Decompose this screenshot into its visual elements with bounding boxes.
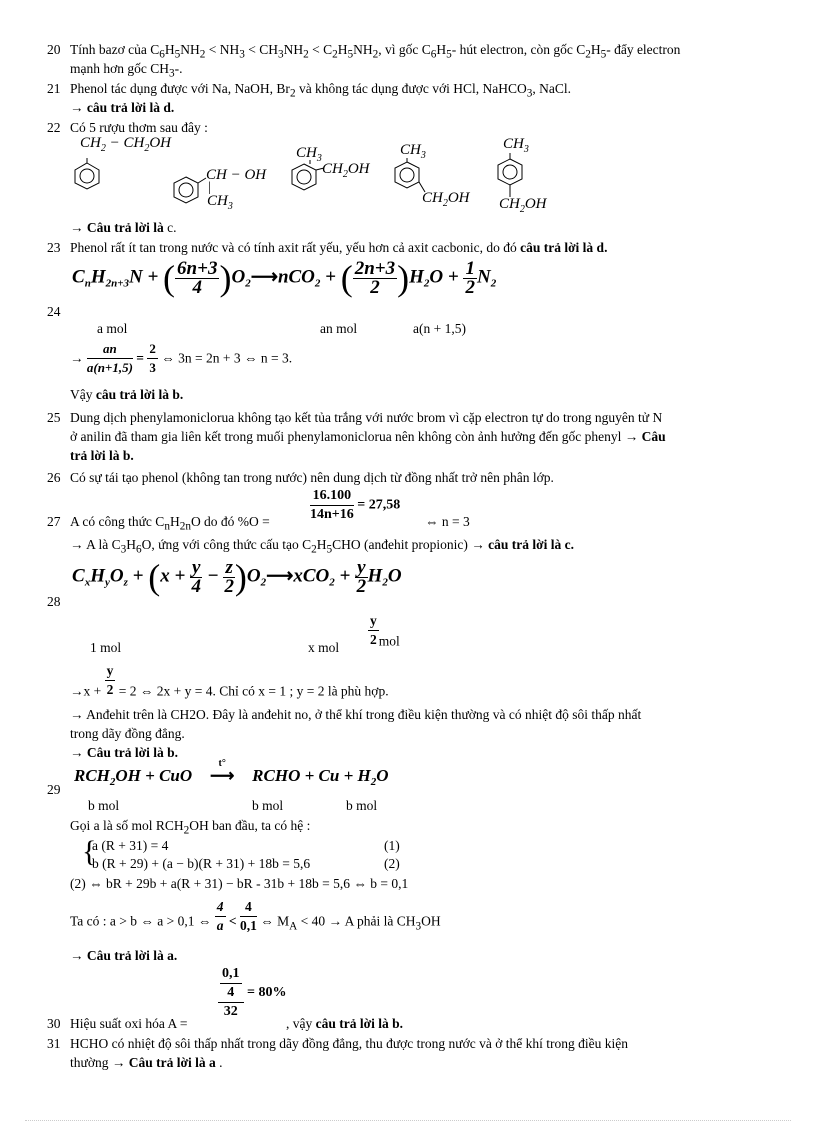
question-number: 25	[47, 410, 61, 425]
q28-ratio-2: x mol	[308, 640, 340, 655]
q25-line1: Dung dịch phenylamoniclorua không tạo kết tủa trắng với nước brom vì cặp electron tự do trong nguyên tử N	[70, 410, 663, 425]
q21-answer: → câu trả lời là d.	[70, 100, 175, 115]
q29-line3: Ta có : a > b ⇔ a > 0,1 ⇔ $\frac{4}{a}$ < $\frac{4}{0,1}$ ⇔ $M_A < 40 \to A$ phải là $CH_3OH$	[70, 899, 441, 933]
structure-2-methyl: $CH_3$	[207, 193, 233, 212]
q29-system-2: b (R + 29) + (a − b)(R + 31) + 18b = 5,6	[92, 856, 311, 871]
structure-5-methyl: $CH_3$	[503, 136, 529, 155]
arrow-icon: →	[70, 745, 84, 760]
arrow-icon: →	[70, 948, 84, 963]
q28-calc: →x + $\frac{y}{2}$ = 2 ⇔ 2x + y = 4. Chỉ có x = 1 ; y = 2 là phù hợp.	[70, 663, 389, 699]
q24-ratio-2: an mol	[320, 321, 358, 336]
arrow-icon: →	[624, 429, 639, 444]
question-number: 31	[47, 1036, 61, 1051]
question-number: 21	[47, 81, 61, 96]
question-number: 29	[47, 782, 61, 797]
q29-ratio-2: b mol	[252, 798, 284, 813]
q24-calc: → $\frac{an}{a(n+1,5)}$ = $\frac{2}{3}$ ⇔ 3n = 2n + 3 ⇔ n = 3.	[70, 341, 293, 375]
q24-ratio-3: a(n + 1,5)	[413, 321, 466, 336]
q24-ratio-1: a mol	[97, 321, 128, 336]
q29-system-1-num: (1)	[384, 838, 400, 853]
q26-line1: Có sự tái tạo phenol (không tan trong nước) nên dung dịch từ đồng nhất trở nên phân lớp.	[70, 470, 554, 485]
q29-line2: (2) ⇔ bR + 29b + a(R + 31) − bR - 31b + 18b = 5,6 ⇔ b = 0,1	[70, 876, 409, 891]
q23-line1: Phenol rất ít tan trong nước và có tính axit rất yếu, yếu hơn cả axit cacbonic, do đó câu trả lời là d.	[70, 240, 608, 255]
q31-line1: HCHO có nhiệt độ sôi thấp nhất trong dãy đồng đẳng, thu được trong nước và ở thể khí trong điều kiện	[70, 1036, 628, 1051]
q29-line1: Gọi a là số mol $RCH_2OH$ ban đầu, ta có hệ :	[70, 818, 311, 837]
question-number: 20	[47, 42, 61, 57]
q30-fraction: $\frac{\frac{0,1}{4}}{32}$ = 80%	[218, 965, 286, 1021]
q29-equation: $RCH_2OH$ + CuO t° ⟶ RCHO + $Cu + H_2O$	[74, 758, 389, 788]
q24-equation: $C_nH_{2n+3}N$ + ( $\frac{6n+3}{4}$ )$O_2⟶nCO_2$ + ( $\frac{2n+3}{2}$ )$H_2O$ + $\frac{1}{2}$ $N_2$	[72, 257, 497, 298]
structure-1-label: $CH_2 - CH_2OH$	[80, 135, 171, 154]
q28-ratio-1: 1 mol	[90, 640, 122, 655]
q27-line1: A có công thức $C_nH_{2n}O$ do đó %O =	[70, 514, 270, 533]
arrow-icon: →	[70, 100, 84, 115]
structure-2-label: CH − OH	[206, 167, 267, 183]
question-number: 28	[47, 594, 61, 609]
benzene-ring-icon	[494, 153, 530, 199]
q20-line1: Tính bazơ của $C_6H_5NH_2 < NH_3 < CH_3NH_2 < C_2H_5NH_2$, vì gốc $C_6H_5-$ hút electron, còn gốc $C_2H_5-$ đẩy electron	[70, 42, 681, 61]
benzene-ring-icon	[72, 158, 102, 190]
q28-line2: → Anđehit trên là CH2O. Đây là anđehit no, ở thể khí trong điều kiện thường và có nhiệt độ sôi thấp nhất	[70, 707, 642, 722]
q27-line2: → A là $C_3H_6O$, ứng với công thức cấu tạo $C_2H_5CHO$ (anđehit propionic) → câu trả lời là c.	[70, 537, 574, 556]
question-number: 23	[47, 240, 61, 255]
q29-system-2-num: (2)	[384, 856, 400, 871]
q27-result: ⇔ n = 3	[425, 514, 470, 529]
structure-3-label: $CH_2OH$	[322, 161, 370, 180]
structure-5-label: $CH_2OH$	[499, 196, 547, 215]
question-number: 27	[47, 514, 61, 529]
q29-system-1: a (R + 31) = 4	[92, 838, 169, 853]
q28-line3: trong dãy đồng đẳng.	[70, 726, 185, 741]
q24-answer: Vậy câu trả lời là b.	[70, 387, 184, 402]
arrow-icon: →	[70, 683, 84, 699]
q28-answer: → Câu trả lời là b.	[70, 745, 178, 760]
q31-line2: thường → Câu trả lời là a .	[70, 1055, 223, 1070]
question-number: 22	[47, 120, 61, 135]
q27-fraction: $\frac{16.100}{14n+16}$ = 27,58	[310, 488, 401, 522]
arrow-icon: →	[70, 350, 84, 366]
structure-4-label: $CH_2OH$	[422, 190, 470, 209]
q22-answer: → Câu trả lời là c.	[70, 220, 177, 235]
q25-line2: ở anilin đã tham gia liên kết trong muối phenylamoniclorua nên không còn ảnh hưởng đến gốc phenyl → Câu	[70, 429, 666, 444]
q30-answer: , vậy câu trả lời là b.	[286, 1016, 403, 1031]
q30-line1: Hiệu suất oxi hóa A =	[70, 1016, 188, 1031]
q28-equation: $C_xH_yO_z + (x$ + $\frac{y}{4}$ − $\frac{z}{2}$ )$O_2⟶xCO_2$ + $\frac{y}{2}$ $H_2O$	[72, 556, 402, 597]
q28-ratio-3: $\frac{y}{2}$ mol	[370, 613, 400, 649]
question-number: 30	[47, 1016, 61, 1031]
q25-line3: trả lời là b.	[70, 448, 134, 463]
structure-3-methyl: $CH_3$	[296, 145, 322, 164]
arrow-icon: →	[70, 707, 84, 722]
benzene-ring-icon	[172, 173, 208, 207]
q20-line2: mạnh hơn gốc $CH_3-$.	[70, 61, 183, 80]
q21-line1: Phenol tác dụng được với Na, NaOH, $Br_2$ và không tác dụng được với HCl, NaHCO$_3$, NaCl.	[70, 81, 571, 100]
question-number: 24	[47, 304, 61, 319]
arrow-icon: →	[328, 913, 342, 929]
bond-line: |	[208, 180, 211, 195]
structure-4-methyl: $CH_3$	[400, 142, 426, 161]
arrow-icon: →	[111, 1055, 126, 1070]
page-footer-divider	[25, 1120, 791, 1121]
question-number: 26	[47, 470, 61, 485]
q29-ratio-3: b mol	[346, 798, 378, 813]
q22-line1: Có 5 rượu thơm sau đây :	[70, 120, 208, 135]
q29-answer: → Câu trả lời là a.	[70, 948, 178, 963]
arrow-icon: →	[70, 220, 84, 235]
arrow-icon: →	[471, 537, 485, 552]
arrow-icon: →	[70, 537, 84, 552]
q29-ratio-1: b mol	[88, 798, 120, 813]
system-brace: {	[82, 835, 97, 868]
